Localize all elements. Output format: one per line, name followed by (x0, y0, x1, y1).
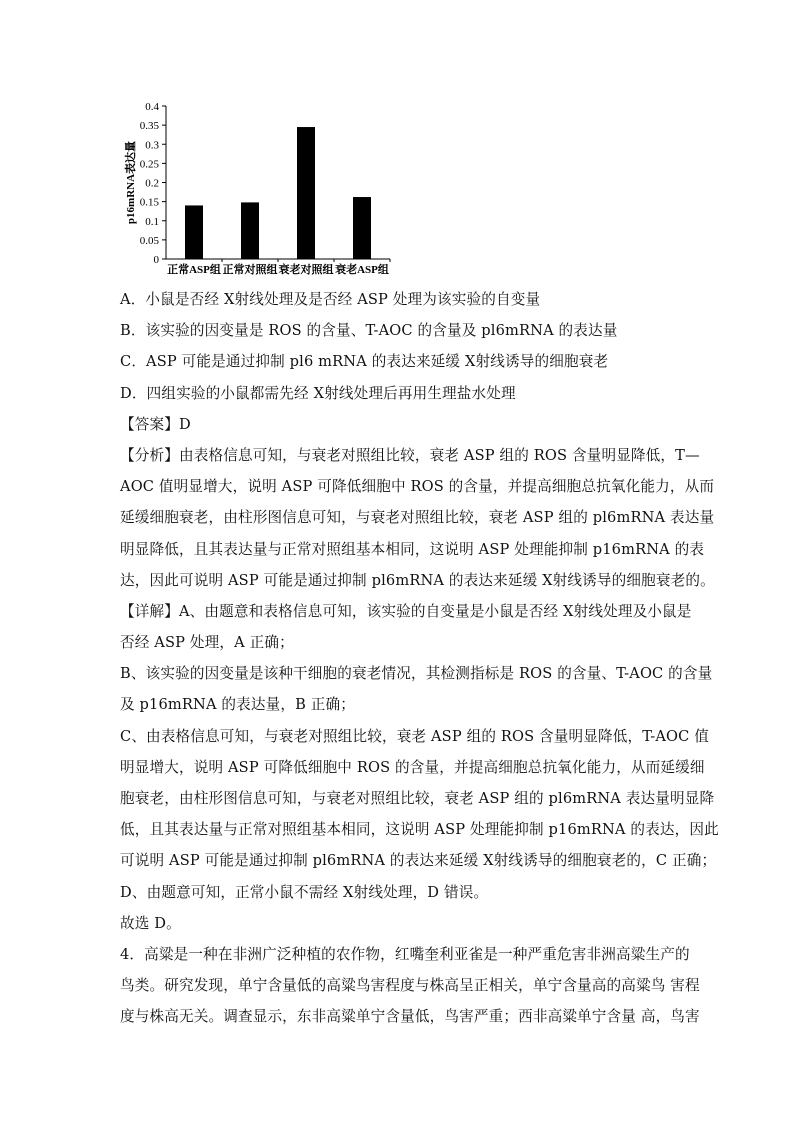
text-line: 4．高粱是一种在非洲广泛种植的农作物，红嘴奎利亚雀是一种严重危害非洲高粱生产的 (120, 945, 690, 963)
y-tick-label: 0 (153, 254, 159, 266)
x-tick-label: 衰老ASP组 (335, 264, 389, 276)
text-line: 明显降低，且其表达量与正常对照组基本相同，这说明 ASP 处理能抑制 p16mRNA 的表 (120, 540, 705, 558)
text-line: 及 p16mRNA 的表达量，B 正确； (120, 696, 356, 714)
bar (185, 205, 203, 259)
text-line: 【答案】D (120, 415, 191, 433)
y-tick-label: 0.25 (139, 158, 159, 171)
text-line: 达，因此可说明 ASP 可能是通过抑制 pl6mRNA 的表达来延缓 X射线诱导的细胞衰老的。 (120, 571, 715, 589)
text-line: 可说明 ASP 可能是通过抑制 pl6mRNA 的表达来延缓 X射线诱导的细胞衰老的，C 正确； (120, 852, 717, 870)
text-line: 明显增大，说明 ASP 可降低细胞中 ROS 的含量，并提高细胞总抗氧化能力，从而延缓细 (120, 758, 705, 776)
text-line: 【详解】A、由题意和表格信息可知，该实验的自变量是小鼠是否经 X射线处理及小鼠是 (120, 602, 692, 620)
bar-chart (118, 96, 408, 286)
text-line: C．ASP 可能是通过抑制 pl6 mRNA 的表达来延缓 X射线诱导的细胞衰老 (120, 353, 609, 371)
text-line: 【分析】由表格信息可知，与衰老对照组比较，衰老 ASP 组的 ROS 含量明显降低，T— (120, 446, 700, 464)
question-text (120, 284, 719, 1033)
text-line: 故选 D。 (120, 914, 181, 932)
y-tick-label: 0.4 (145, 101, 159, 113)
text-line: AOC 值明显增大，说明 ASP 可降低细胞中 ROS 的含量，并提高细胞总抗氧化能力，从而 (120, 478, 715, 496)
y-tick-label: 0.15 (139, 196, 159, 209)
text-line: D．四组实验的小鼠都需先经 X射线处理后再用生理盐水处理 (120, 384, 516, 402)
text-line: B．该实验的因变量是 ROS 的含量、T-AOC 的含量及 pl6mRNA 的表达量 (120, 322, 618, 340)
text-line: B、该实验的因变量是该种干细胞的衰老情况，其检测指标是 ROS 的含量、T-AOC 的含量 (120, 665, 713, 683)
text-line: D、由题意可知，正常小鼠不需经 X射线处理，D 错误。 (120, 883, 489, 901)
y-tick-label: 0.2 (145, 177, 159, 190)
y-axis-label: p16mRNA表达量 (125, 140, 137, 225)
bar (297, 127, 315, 259)
x-tick-label: 正常ASP组 (167, 264, 221, 276)
text-line: C、由表格信息可知，与衰老对照组比较，衰老 ASP 组的 ROS 含量明显降低，T-AOC 值 (120, 727, 709, 745)
text-line: A．小鼠是否经 X射线处理及是否经 ASP 处理为该实验的自变量 (120, 291, 541, 308)
text-line: 度与株高无关。调查显示，东非高粱单宁含量低，鸟害严重；西非高粱单宁含量 高，鸟害 (120, 1008, 700, 1026)
y-tick-label: 0.05 (139, 234, 159, 247)
text-line: 胞衰老，由柱形图信息可知，与衰老对照组比较，衰老 ASP 组的 pl6mRNA 表达量明显降 (120, 790, 715, 807)
text-line: 延缓细胞衰老，由柱形图信息可知，与衰老对照组比较，衰老 ASP 组的 pl6mRNA 表达量 (120, 509, 715, 527)
y-tick-label: 0.35 (139, 120, 159, 133)
x-tick-label: 衰老对照组 (278, 264, 334, 276)
x-tick-label: 正常对照组 (222, 264, 278, 276)
bar (241, 202, 259, 259)
y-tick-label: 0.1 (145, 215, 159, 228)
text-line: 低，且其表达量与正常对照组基本相同，这说明 ASP 处理能抑制 p16mRNA 的表达，因此 (120, 821, 719, 839)
text-line: 否经 ASP 处理，A 正确； (120, 634, 294, 652)
bar (353, 197, 371, 259)
text-line: 鸟类。研究发现，单宁含量低的高粱鸟害程度与株高呈正相关，单宁含量高的高粱鸟 害程 (120, 977, 700, 995)
y-tick-label: 0.3 (145, 139, 159, 152)
chart-svg (118, 96, 408, 286)
